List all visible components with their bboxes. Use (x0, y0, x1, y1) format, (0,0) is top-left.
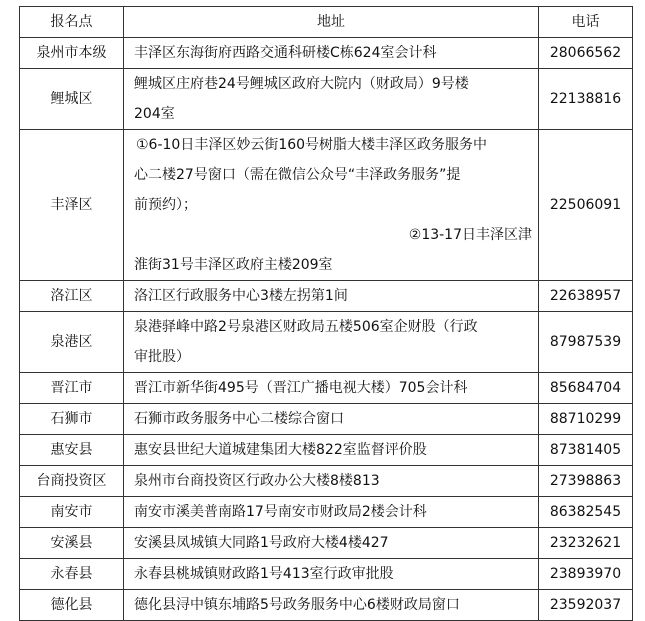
table-header-row (20, 7, 633, 38)
cell-address (124, 466, 539, 497)
cell-name: 泉州市本级 (20, 38, 124, 69)
cell-name: 石狮市 (20, 404, 124, 435)
cell-name: 鲤城区 (20, 69, 124, 130)
table-body (20, 38, 633, 621)
address-line: 204室 (134, 106, 175, 122)
address-line: 泉州市台商投资区行政办公大楼8楼813 (134, 473, 380, 489)
address-line: 泉港驿峰中路2号泉港区财政局五楼506室企财股（行政 (134, 319, 478, 335)
cell-address (124, 528, 539, 559)
header-address: 地址 (124, 7, 539, 38)
cell-phone: 28066562 (539, 38, 633, 69)
address-line: 德化县浔中镇东埔路5号政务服务中心6楼财政局窗口 (134, 597, 460, 613)
cell-address (124, 130, 539, 281)
cell-name: 泉港区 (20, 312, 124, 373)
address-line: 心二楼27号窗口（需在微信公众号“丰泽政务服务”提 (134, 167, 461, 183)
address-line: 丰泽区东海街府西路交通科研楼C栋624室会计科 (134, 45, 437, 61)
cell-name: 惠安县 (20, 435, 124, 466)
cell-phone: 86382545 (539, 497, 633, 528)
table-row (20, 38, 633, 69)
address-line: 安溪县凤城镇大同路1号政府大楼4楼427 (134, 535, 389, 551)
address-line: 石狮市政务服务中心二楼综合窗口 (134, 411, 344, 427)
cell-phone: 23232621 (539, 528, 633, 559)
cell-name: 永春县 (20, 559, 124, 590)
address-line: 鲤城区庄府巷24号鲤城区政府大院内（财政局）9号楼 (134, 76, 469, 92)
cell-phone: 88710299 (539, 404, 633, 435)
table-row (20, 130, 633, 281)
cell-phone: 85684704 (539, 373, 633, 404)
address-line: 惠安县世纪大道城建集团大楼822室监督评价股 (134, 442, 427, 458)
table-row (20, 404, 633, 435)
cell-name: 台商投资区 (20, 466, 124, 497)
cell-address (124, 559, 539, 590)
table-row (20, 590, 633, 621)
table-row (20, 466, 633, 497)
table-row (20, 559, 633, 590)
cell-address (124, 435, 539, 466)
cell-phone: 22506091 (539, 130, 633, 281)
cell-phone: 23893970 (539, 559, 633, 590)
cell-name: 洛江区 (20, 281, 124, 312)
table-row (20, 497, 633, 528)
table-row (20, 373, 633, 404)
table-row (20, 281, 633, 312)
table-row (20, 312, 633, 373)
cell-address (124, 69, 539, 130)
address-line: 南安市溪美普南路17号南安市财政局2楼会计科 (134, 504, 427, 520)
cell-name: 丰泽区 (20, 130, 124, 281)
cell-address (124, 38, 539, 69)
cell-phone: 23592037 (539, 590, 633, 621)
address-line: 审批股） (134, 349, 190, 365)
table-row (20, 528, 633, 559)
cell-name: 南安市 (20, 497, 124, 528)
address-line: 晋江市新华街495号（晋江广播电视大楼）705会计科 (134, 380, 468, 396)
cell-address (124, 497, 539, 528)
table-row (20, 435, 633, 466)
address-line: ②13-17日丰泽区津 (408, 227, 532, 243)
cell-name: 德化县 (20, 590, 124, 621)
cell-name: 晋江市 (20, 373, 124, 404)
cell-phone: 87381405 (539, 435, 633, 466)
address-line: 永春县桃城镇财政路1号413室行政审批股 (134, 566, 394, 582)
header-name: 报名点 (20, 7, 124, 38)
cell-address (124, 281, 539, 312)
address-line: 洛江区行政服务中心3楼左拐第1间 (134, 288, 348, 304)
cell-name: 安溪县 (20, 528, 124, 559)
address-line: 前预约）； (134, 197, 197, 213)
cell-phone: 27398863 (539, 466, 633, 497)
cell-address (124, 404, 539, 435)
header-phone: 电话 (539, 7, 633, 38)
cell-phone: 22138816 (539, 69, 633, 130)
cell-address (124, 312, 539, 373)
cell-phone: 22638957 (539, 281, 633, 312)
address-line: ①6-10日丰泽区妙云街160号树脂大楼丰泽区政务服务中 (136, 137, 488, 153)
cell-address (124, 373, 539, 404)
cell-phone: 87987539 (539, 312, 633, 373)
registration-points-table (19, 6, 633, 621)
table-row (20, 69, 633, 130)
address-line: 淮街31号丰泽区政府主楼209室 (134, 257, 333, 273)
cell-address (124, 590, 539, 621)
